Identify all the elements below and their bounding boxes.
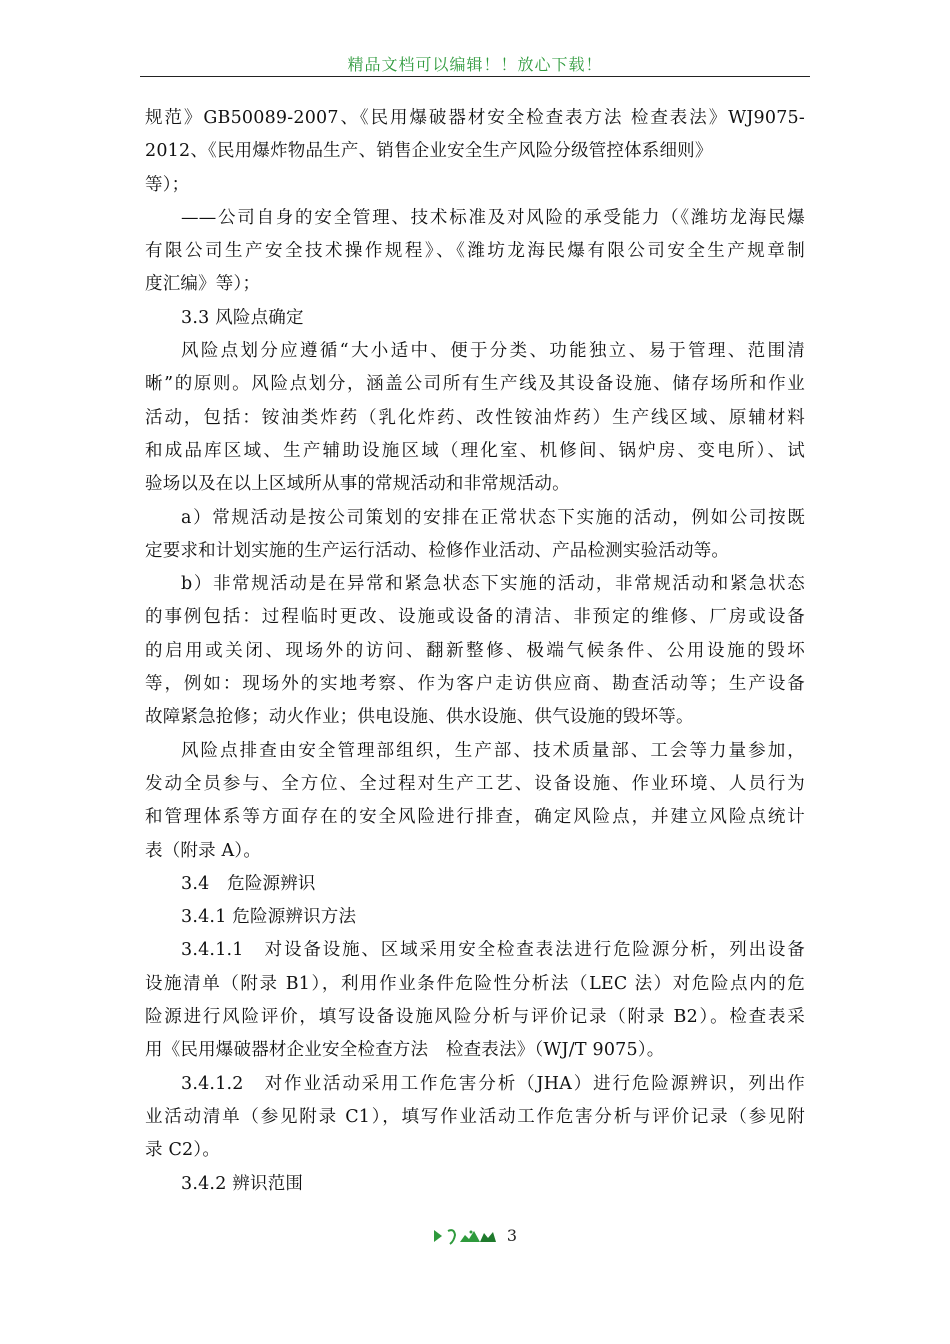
document-body	[145, 102, 805, 1201]
text-line: 用《民用爆破器材企业安全检查方法 检查表法》（WJ/T 9075）。	[145, 1040, 665, 1061]
text-line: 故障紧急抢修；动火作业；供电设施、供水设施、供气设施的毁坏等。	[145, 707, 694, 728]
text-line: 录 C2）。	[145, 1140, 221, 1161]
text-line: 险源进行风险评价，填写设备设施风险分析与评价记录（附录 B2）。检查表采	[145, 1007, 805, 1028]
text-line: 2012、《民用爆炸物品生产、销售企业安全生产风险分级管控体系细则》	[145, 141, 713, 162]
text-line: 3.4.1 危险源辨识方法	[181, 907, 357, 928]
text-line: 验场以及在以上区域所从事的常规活动和非常规活动。	[145, 474, 570, 495]
text-line: 等）；	[145, 174, 190, 195]
text-line: 定要求和计划实施的生产运行活动、检修作业活动、产品检测实验活动等。	[145, 540, 730, 561]
text-line: 3.4.1.1 对设备设施、区域采用安全检查表法进行危险源分析，列出设备	[181, 940, 805, 961]
text-line: 设施清单（附录 B1），利用作业条件危险性分析法（LEC 法）对危险点内的危	[145, 973, 805, 994]
text-line: 表（附录 A）。	[145, 840, 262, 861]
text-line: 活动，包括：铵油类炸药（乳化炸药、改性铵油炸药）生产线区域、原辅材料	[145, 407, 805, 428]
text-line: 和管理体系等方面存在的安全风险进行排查，确定风险点，并建立风险点统计	[145, 807, 805, 828]
text-line: 晰”的原则。风险点划分，涵盖公司所有生产线及其设备设施、储存场所和作业	[145, 374, 805, 395]
text-line: 的启用或关闭、现场外的访问、翻新整修、极端气候条件、公用设施的毁坏	[145, 640, 805, 661]
text-line: 有限公司生产安全技术操作规程》、《潍坊龙海民爆有限公司安全生产规章制	[145, 241, 805, 262]
text-line: 3.4 危险源辨识	[181, 873, 316, 894]
text-line: 发动全员参与、全方位、全过程对生产工艺、设备设施、作业环境、人员行为	[145, 773, 805, 794]
text-line: 度汇编》等）；	[145, 274, 261, 295]
text-line: ——公司自身的安全管理、技术标准及对风险的承受能力（《潍坊龙海民爆	[181, 207, 805, 228]
text-line: 和成品库区域、生产辅助设施区域（理化室、机修间、锅炉房、变电所）、试	[145, 440, 805, 461]
page-footer	[0, 1226, 950, 1254]
text-line: 规范》GB50089-2007、《民用爆破器材安全检查表方法 检查表法》WJ9075-	[145, 108, 805, 128]
decorative-logo-icon	[433, 1227, 497, 1245]
text-line: 3.3 风险点确定	[181, 307, 304, 328]
text-line: 风险点划分应遵循“大小适中、便于分类、功能独立、易于管理、范围清	[181, 341, 805, 362]
header-divider	[140, 76, 810, 77]
text-line: 等，例如：现场外的实地考察、作为客户走访供应商、勘查活动等；生产设备	[145, 674, 805, 695]
text-line: b）非常规活动是在异常和紧急状态下实施的活动，非常规活动和紧急状态	[181, 574, 805, 595]
text-line: 3.4.1.2 对作业活动采用工作危害分析（JHA）进行危险源辨识，列出作	[181, 1073, 805, 1094]
text-line: 风险点排查由安全管理部组织，生产部、技术质量部、工会等力量参加，	[181, 740, 805, 761]
text-line: 的事例包括：过程临时更改、设施或设备的清洁、非预定的维修、厂房或设备	[145, 607, 805, 628]
text-line: a）常规活动是按公司策划的安排在正常状态下实施的活动，例如公司按既	[181, 507, 805, 528]
text-line: 3.4.2 辨识范围	[181, 1173, 304, 1194]
page-number: 3	[506, 1226, 518, 1245]
text-line: 业活动清单（参见附录 C1），填写作业活动工作危害分析与评价记录（参见附	[145, 1106, 805, 1127]
page-header: 精品文档可以编辑！！放心下载！	[347, 55, 603, 74]
